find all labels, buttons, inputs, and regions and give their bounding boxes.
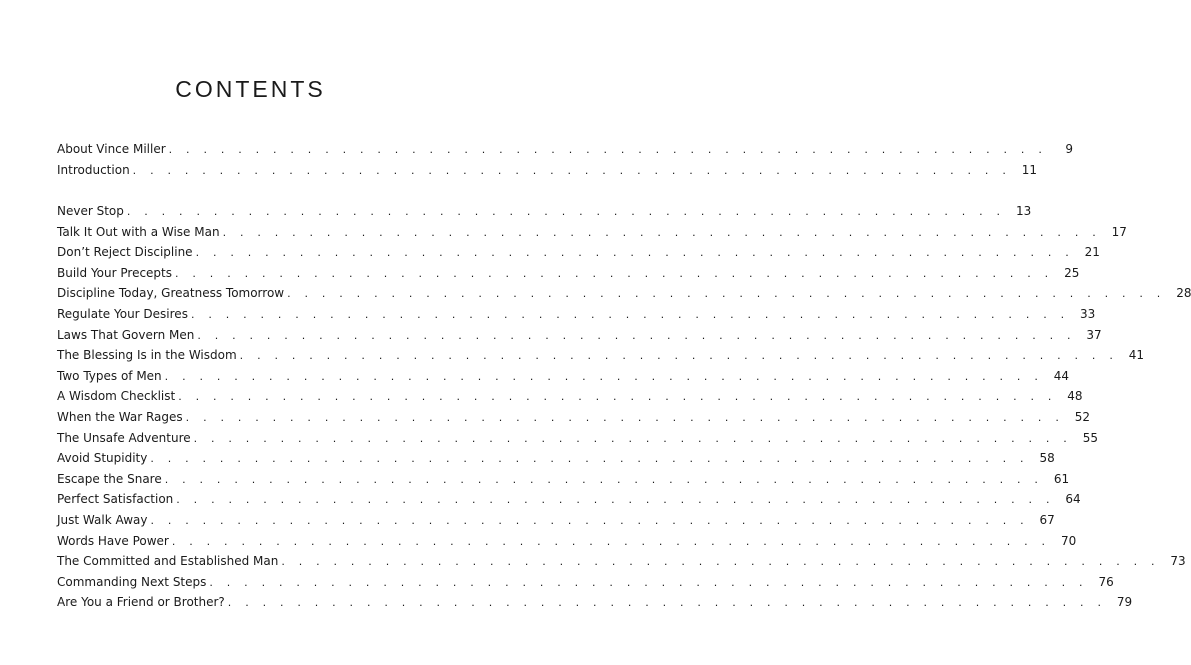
dot-leader: . . . . . . . . . . . . . . . . . . . . . . . . . . . . . . . . . . . . . . . . . . . . . . . . . . . bbox=[164, 369, 1044, 383]
toc-entry-title: The Unsafe Adventure bbox=[57, 430, 191, 445]
toc-entry[interactable] bbox=[57, 489, 1081, 510]
dot-leader: . . . . . . . . . . . . . . . . . . . . . . . . . . . . . . . . . . . . . . . . . . . . . . . . . . . bbox=[176, 493, 1055, 507]
toc-entry[interactable] bbox=[57, 366, 1070, 387]
dot-leader: . . . . . . . . . . . . . . . . . . . . . . . . . . . . . . . . . . . . . . . . . . . . . . . . . . . bbox=[164, 472, 1044, 486]
toc-entry[interactable] bbox=[57, 242, 1100, 263]
toc-entry[interactable] bbox=[57, 592, 1133, 613]
toc-entry[interactable] bbox=[57, 263, 1080, 284]
toc-entry-title: About Vince Miller bbox=[57, 142, 166, 156]
dot-leader: . . . . . . . . . . . . . . . . . . . . . . . . . . . . . . . . . . . . . . . . . . . . . . . . . . . bbox=[209, 575, 1088, 589]
toc-entry-title: Commanding Next Steps bbox=[57, 574, 207, 589]
toc-entry-title: The Blessing Is in the Wisdom bbox=[57, 348, 237, 363]
toc-entry-page-number: 52 bbox=[1074, 409, 1091, 424]
dot-leader: . . . . . . . . . . . . . . . . . . . . . . . . . . . . . . . . . . . . . . . . . . . . . . . . . . . bbox=[239, 349, 1119, 363]
toc-entry-title: Words Have Power bbox=[57, 533, 169, 548]
toc-entry-page-number: 48 bbox=[1067, 389, 1083, 404]
toc-entry-page-number: 9 bbox=[1065, 142, 1074, 156]
toc-entry[interactable] bbox=[57, 386, 1083, 407]
toc-entry-page-number: 67 bbox=[1039, 512, 1055, 527]
toc-entry-page-number: 58 bbox=[1039, 451, 1055, 466]
toc-entry-page-number: 55 bbox=[1082, 430, 1098, 445]
dot-leader: . . . . . . . . . . . . . . . . . . . . . . . . . . . . . . . . . . . . . . . . . . . . . . . . . . . bbox=[126, 205, 1006, 218]
dot-leader: . . . . . . . . . . . . . . . . . . . . . . . . . . . . . . . . . . . . . . . . . . . . . . . . . . . bbox=[175, 266, 1054, 280]
toc-entry-title: The Committed and Established Man bbox=[57, 554, 279, 569]
toc-entry-title: Avoid Stupidity bbox=[57, 451, 148, 466]
toc-entry-page-number: 41 bbox=[1128, 348, 1145, 363]
toc-entry-page-number: 11 bbox=[1021, 162, 1038, 177]
toc-entry-page-number: 61 bbox=[1053, 471, 1070, 486]
toc-entry[interactable] bbox=[57, 551, 1186, 572]
dot-leader: . . . . . . . . . . . . . . . . . . . . . . . . . . . . . . . . . . . . . . . . . . . . . . . . . . . bbox=[197, 328, 1076, 342]
toc-entry-page-number: 70 bbox=[1060, 533, 1077, 548]
toc-entry-title: Don’t Reject Discipline bbox=[57, 245, 193, 260]
toc-entry[interactable] bbox=[57, 345, 1145, 366]
dot-leader: . . . . . . . . . . . . . . . . . . . . . . . . . . . . . . . . . . . . . . . . . . . . . . . . . . . bbox=[190, 307, 1070, 321]
toc-entry[interactable] bbox=[57, 448, 1055, 469]
toc-entry[interactable] bbox=[57, 469, 1070, 490]
toc-entry-page-number: 17 bbox=[1111, 224, 1127, 239]
toc-entry-page-number: 44 bbox=[1053, 368, 1070, 383]
dot-leader: . . . . . . . . . . . . . . . . . . . . . . . . . . . . . . . . . . . . . . . . . . . . . . . . . . . bbox=[150, 513, 1029, 527]
toc-entry-page-number: 28 bbox=[1176, 286, 1191, 301]
toc-entry-page-number: 33 bbox=[1080, 306, 1096, 321]
toc-entry-page-number: 13 bbox=[1015, 204, 1032, 218]
page-title: CONTENTS bbox=[175, 76, 326, 102]
dot-leader: . . . . . . . . . . . . . . . . . . . . . . . . . . . . . . . . . . . . . . . . . . . . . . . . . . . bbox=[195, 246, 1074, 260]
toc-entry-title: Just Walk Away bbox=[57, 512, 148, 527]
dot-leader: . . . . . . . . . . . . . . . . . . . . . . . . . . . . . . . . . . . . . . . . . . . . . . . . . . . bbox=[185, 410, 1065, 424]
dot-leader: . . . . . . . . . . . . . . . . . . . . . . . . . . . . . . . . . . . . . . . . . . . . . . . . . . . bbox=[281, 555, 1160, 569]
toc-entry-title: Regulate Your Desires bbox=[57, 306, 188, 321]
toc-entry-title: Introduction bbox=[57, 162, 130, 177]
toc-entry[interactable] bbox=[57, 531, 1077, 552]
toc-entry[interactable] bbox=[57, 139, 1074, 160]
toc-entry-page-number: 25 bbox=[1064, 265, 1080, 280]
dot-leader: . . . . . . . . . . . . . . . . . . . . . . . . . . . . . . . . . . . . . . . . . . . . . . . . . . . bbox=[171, 534, 1051, 548]
toc-entry-page-number: 76 bbox=[1098, 574, 1114, 589]
toc-entry[interactable] bbox=[57, 160, 1038, 181]
toc-entry-title: Perfect Satisfaction bbox=[57, 492, 174, 507]
toc-entry[interactable] bbox=[57, 510, 1055, 531]
toc-entry-title: Laws That Govern Men bbox=[57, 327, 195, 342]
dot-leader: . . . . . . . . . . . . . . . . . . . . . . . . . . . . . . . . . . . . . . . . . . . . . . . . . . . bbox=[178, 390, 1057, 404]
toc-entry[interactable] bbox=[57, 572, 1114, 593]
dot-leader: . . . . . . . . . . . . . . . . . . . . . . . . . . . . . . . . . . . . . . . . . . . . . . . . . . . bbox=[193, 431, 1072, 445]
toc-entry[interactable] bbox=[57, 304, 1096, 325]
toc-entry-page-number: 21 bbox=[1084, 245, 1100, 260]
dot-leader: . . . . . . . . . . . . . . . . . . . . . . . . . . . . . . . . . . . . . . . . . . . . . . . . . . . bbox=[287, 287, 1166, 301]
toc-entry-page-number: 64 bbox=[1065, 492, 1081, 507]
toc-entry[interactable] bbox=[57, 428, 1098, 449]
toc-entry-title: Two Types of Men bbox=[57, 368, 162, 383]
toc-entry-title: Talk It Out with a Wise Man bbox=[57, 224, 220, 239]
toc-entry[interactable] bbox=[57, 407, 1091, 428]
toc-entry[interactable] bbox=[57, 325, 1102, 346]
dot-leader: . . . . . . . . . . . . . . . . . . . . . . . . . . . . . . . . . . . . . . . . . . . . . . . . . . . bbox=[227, 596, 1107, 610]
toc-entry[interactable] bbox=[57, 283, 1191, 304]
front-matter-list bbox=[57, 139, 1074, 180]
toc-entry[interactable] bbox=[57, 222, 1127, 243]
toc-entry-page-number: 79 bbox=[1116, 595, 1133, 610]
toc-entry-page-number: 37 bbox=[1086, 327, 1102, 342]
toc-entry-title: Build Your Precepts bbox=[57, 265, 173, 280]
chapter-list bbox=[57, 201, 1191, 613]
toc-entry-title: Escape the Snare bbox=[57, 471, 162, 486]
dot-leader: . . . . . . . . . . . . . . . . . . . . . . . . . . . . . . . . . . . . . . . . . . . . . . . . . . . bbox=[150, 452, 1029, 466]
dot-leader: . . . . . . . . . . . . . . . . . . . . . . . . . . . . . . . . . . . . . . . . . . . . . . . . . . . bbox=[168, 143, 1048, 156]
toc-entry-title: A Wisdom Checklist bbox=[57, 389, 176, 404]
toc-entry-page-number: 73 bbox=[1170, 554, 1186, 569]
toc-entry-title: Discipline Today, Greatness Tomorrow bbox=[57, 286, 285, 301]
dot-leader: . . . . . . . . . . . . . . . . . . . . . . . . . . . . . . . . . . . . . . . . . . . . . . . . . . . bbox=[222, 225, 1101, 239]
toc-entry-title: When the War Rages bbox=[57, 409, 183, 424]
dot-leader: . . . . . . . . . . . . . . . . . . . . . . . . . . . . . . . . . . . . . . . . . . . . . . . . . . . bbox=[132, 163, 1012, 177]
toc-entry-title: Never Stop bbox=[57, 204, 124, 218]
toc-entry[interactable] bbox=[57, 201, 1032, 222]
toc-entry-title: Are You a Friend or Brother? bbox=[57, 595, 225, 610]
